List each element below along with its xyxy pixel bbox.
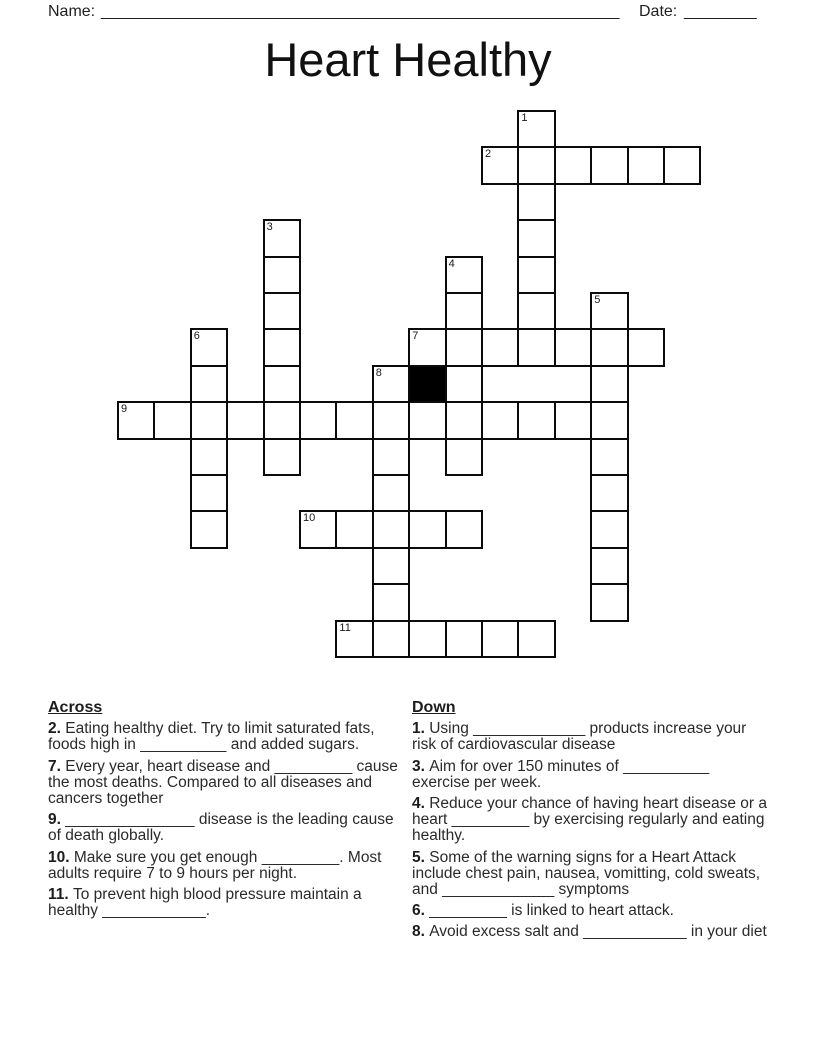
cell-number: 1 [521, 112, 528, 124]
answer-cell[interactable] [481, 620, 519, 658]
answer-cell[interactable] [299, 510, 337, 548]
down-clue-list [412, 721, 768, 940]
down-heading: Down [412, 699, 456, 716]
black-cell [408, 365, 446, 403]
answer-cell[interactable] [445, 365, 483, 403]
cell-number: 10 [303, 512, 316, 525]
cell-number: 9 [121, 403, 128, 416]
cell-number: 8 [375, 366, 382, 379]
answer-cell[interactable] [263, 365, 301, 403]
clue-down-1: 1. Using _____________ products increase your risk of cardiovascular disease [412, 720, 747, 754]
answer-cell[interactable] [299, 401, 337, 439]
answer-cell[interactable] [663, 146, 701, 184]
answer-cell[interactable] [590, 547, 628, 585]
answer-cell[interactable] [263, 328, 301, 366]
answer-cell[interactable] [517, 183, 555, 221]
answer-cell[interactable] [517, 620, 555, 658]
clue-down-8: 8. Avoid excess salt and ____________ in your diet [412, 923, 767, 941]
answer-cell[interactable] [445, 438, 483, 476]
answer-cell[interactable] [372, 438, 410, 476]
answer-cell[interactable] [372, 401, 410, 439]
date-label: Date: [639, 3, 678, 20]
clue-down-3: 3. Aim for over 150 minutes of __________ exercise per week. [412, 757, 710, 791]
answer-cell[interactable] [517, 292, 555, 330]
clue-number: 10. [48, 848, 74, 866]
answer-cell[interactable] [517, 256, 555, 294]
answer-cell[interactable] [445, 328, 483, 366]
down-clues-section [412, 700, 768, 946]
clue-across-2: 2. Eating healthy diet. Try to limit saturated fats, foods high in __________ and added sugars. [48, 720, 375, 754]
answer-cell[interactable] [590, 474, 628, 512]
cell-number: 5 [594, 294, 601, 306]
answer-cell[interactable] [335, 510, 373, 548]
answer-cell[interactable] [445, 620, 483, 658]
cell-number: 6 [193, 330, 200, 343]
answer-cell[interactable] [335, 401, 373, 439]
clue-number: 11. [48, 886, 73, 904]
answer-cell[interactable] [263, 219, 301, 257]
clue-across-10: 10. Make sure you get enough _________. Most adults require 7 to 9 hours per night. [48, 848, 382, 882]
answer-cell[interactable] [554, 328, 592, 366]
answer-cell[interactable] [263, 256, 301, 294]
answer-cell[interactable] [153, 401, 191, 439]
crossword-grid [117, 110, 707, 660]
answer-cell[interactable] [190, 438, 228, 476]
cell-number: 7 [412, 330, 419, 343]
clue-down-5: 5. Some of the warning signs for a Heart Attack include chest pain, nausea, vomitting, cold sweats, and _____________ symptoms [412, 848, 761, 899]
date-input-line: ________ [684, 3, 757, 20]
clue-number: 5. [412, 848, 430, 866]
answer-cell[interactable] [517, 328, 555, 366]
answer-cell[interactable] [372, 583, 410, 621]
answer-cell[interactable] [517, 401, 555, 439]
answer-cell[interactable] [590, 401, 628, 439]
across-heading: Across [48, 699, 103, 716]
answer-cell[interactable] [372, 474, 410, 512]
answer-cell[interactable] [445, 256, 483, 294]
answer-cell[interactable] [408, 620, 446, 658]
answer-cell[interactable] [408, 328, 446, 366]
answer-cell[interactable] [190, 365, 228, 403]
answer-cell[interactable] [517, 219, 555, 257]
clue-number: 2. [48, 720, 66, 738]
cell-number: 3 [266, 221, 273, 234]
answer-cell[interactable] [481, 328, 519, 366]
answer-cell[interactable] [554, 401, 592, 439]
answer-cell[interactable] [517, 146, 555, 184]
answer-cell[interactable] [627, 328, 665, 366]
clue-number: 8. [412, 923, 430, 941]
cell-number: 2 [485, 148, 492, 161]
answer-cell[interactable] [590, 292, 628, 330]
clue-across-11: 11. To prevent high blood pressure maintain a healthy ____________. [48, 886, 362, 920]
clue-number: 7. [48, 757, 66, 775]
answer-cell[interactable] [117, 401, 155, 439]
clue-number: 6. [412, 902, 430, 920]
cell-number: 11 [339, 621, 351, 634]
clue-number: 1. [412, 720, 430, 738]
clue-number: 3. [412, 757, 430, 775]
answer-cell[interactable] [445, 292, 483, 330]
answer-cell[interactable] [372, 365, 410, 403]
answer-cell[interactable] [263, 438, 301, 476]
answer-cell[interactable] [372, 620, 410, 658]
answer-cell[interactable] [590, 328, 628, 366]
answer-cell[interactable] [408, 401, 446, 439]
answer-cell[interactable] [590, 438, 628, 476]
answer-cell[interactable] [554, 146, 592, 184]
answer-cell[interactable] [445, 401, 483, 439]
cell-number: 4 [448, 257, 455, 270]
clue-number: 9. [48, 811, 66, 829]
answer-cell[interactable] [517, 110, 555, 148]
answer-cell[interactable] [226, 401, 264, 439]
across-clues-section [48, 700, 404, 924]
answer-cell[interactable] [408, 510, 446, 548]
clue-across-9: 9. _______________ disease is the leading cause of death globally. [48, 811, 394, 845]
clue-number: 4. [412, 795, 430, 813]
answer-cell[interactable] [590, 146, 628, 184]
clue-down-6: 6. _________ is linked to heart attack. [412, 902, 674, 920]
answer-cell[interactable] [190, 401, 228, 439]
answer-cell[interactable] [263, 401, 301, 439]
answer-cell[interactable] [590, 583, 628, 621]
answer-cell[interactable] [372, 547, 410, 585]
answer-cell[interactable] [445, 510, 483, 548]
answer-cell[interactable] [590, 365, 628, 403]
answer-cell[interactable] [190, 328, 228, 366]
answer-cell[interactable] [190, 510, 228, 548]
clue-down-4: 4. Reduce your chance of having heart disease or a heart _________ by exercising regularly and eating healthy. [412, 795, 768, 845]
across-clue-list [48, 721, 404, 919]
answer-cell[interactable] [372, 510, 410, 548]
clue-across-7: 7. Every year, heart disease and _________ cause the most deaths. Compared to all diseases and cancers together [48, 757, 398, 808]
answer-cell[interactable] [590, 510, 628, 548]
answer-cell[interactable] [190, 474, 228, 512]
answer-cell[interactable] [335, 620, 373, 658]
name-input-line: _________________________________________________________ [101, 3, 620, 20]
answer-cell[interactable] [481, 146, 519, 184]
answer-cell[interactable] [481, 401, 519, 439]
page-title: Heart Healthy [264, 33, 552, 86]
answer-cell[interactable] [627, 146, 665, 184]
answer-cell[interactable] [263, 292, 301, 330]
name-label: Name: [48, 3, 96, 20]
